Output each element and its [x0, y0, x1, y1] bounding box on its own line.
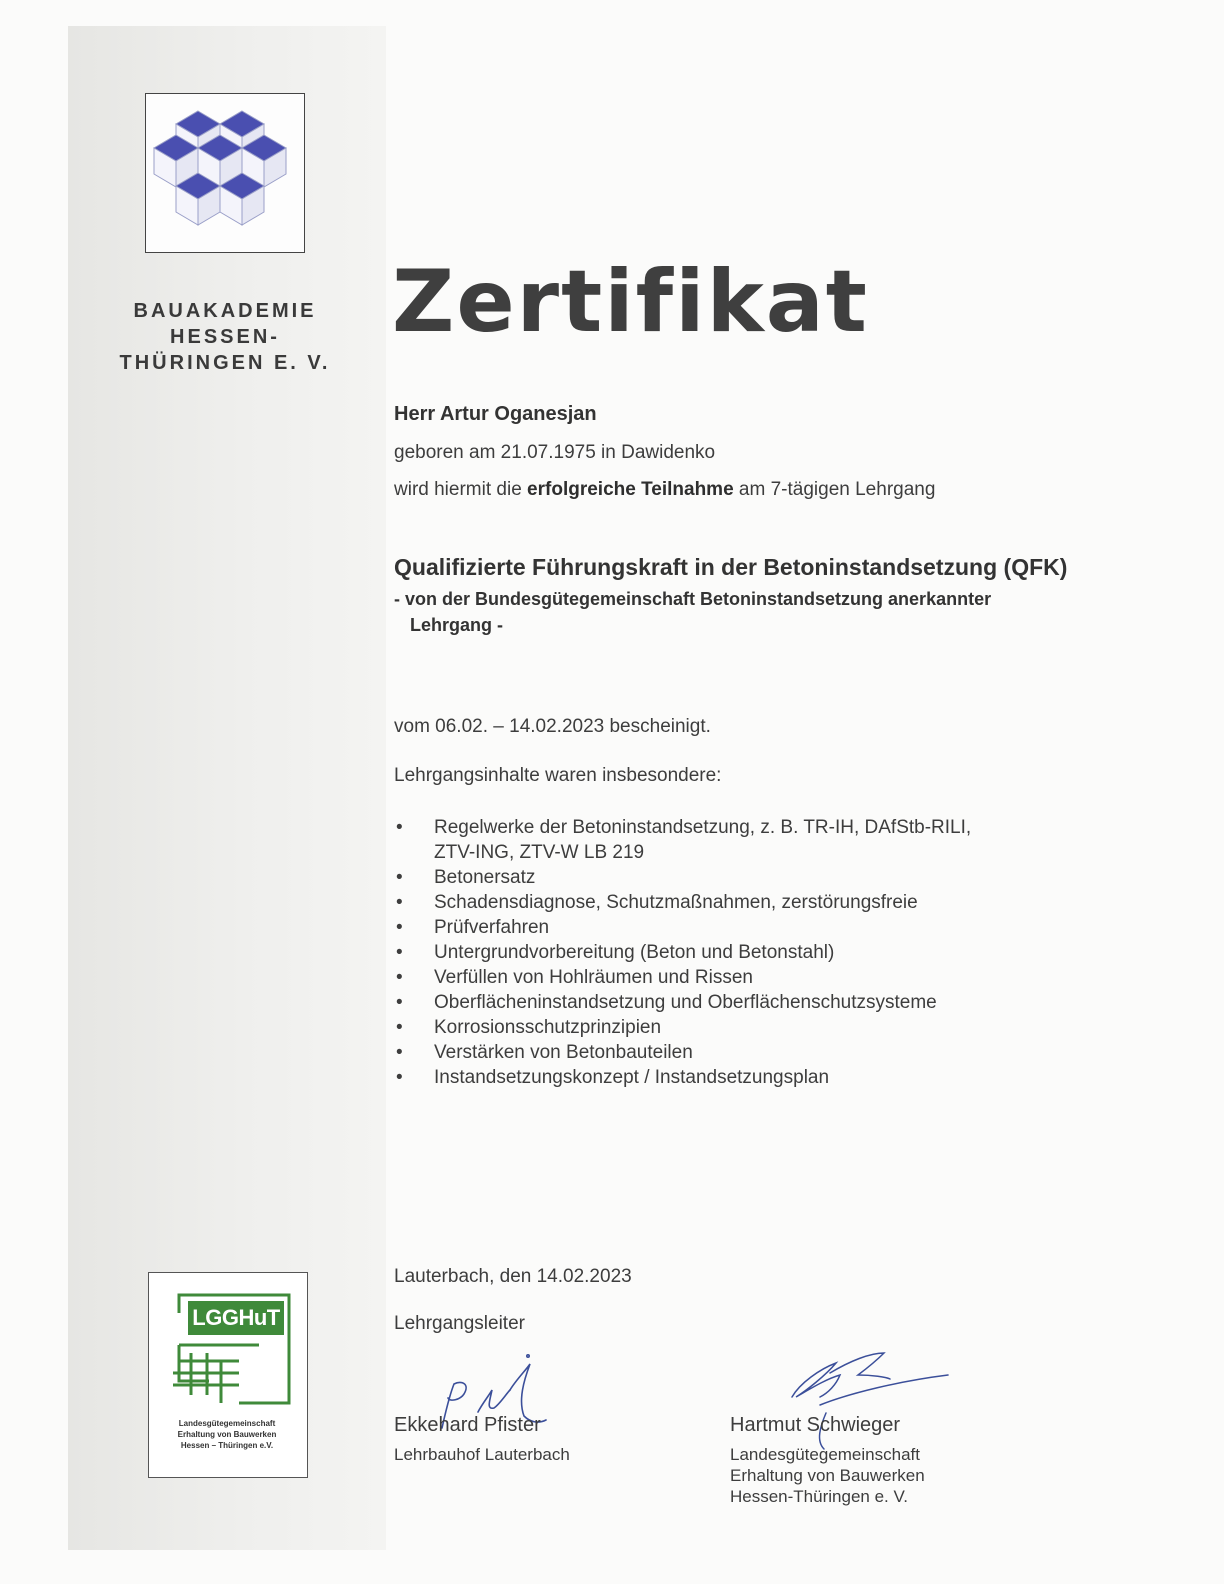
contents-heading: Lehrgangsinhalte waren insbesondere:	[394, 765, 722, 786]
lgghut-caption-2: Erhaltung von Bauwerken	[177, 1430, 277, 1439]
intro-bold: erfolgreiche Teilnahme	[527, 479, 734, 500]
signer-2-org-line-3: Hessen-Thüringen e. V.	[730, 1487, 908, 1506]
list-item: • Schadensdiagnose, Schutzmaßnahmen, zerstörungsfreie	[394, 890, 971, 915]
list-item: • Verfüllen von Hohlräumen und Rissen	[394, 965, 971, 990]
course-title: Qualifizierte Führungskraft in der Betoninstandsetzung (QFK)	[394, 554, 1068, 580]
recipient-name: Herr Artur Oganesjan	[394, 403, 597, 425]
signer-1-name: Ekkehard Pfister	[394, 1414, 541, 1436]
course-subtitle-line-2: Lehrgang -	[410, 615, 503, 635]
list-item: • Instandsetzungskonzept / Instandsetzungsplan	[394, 1065, 971, 1090]
course-subtitle	[394, 586, 1114, 638]
course-subtitle-line-1: - von der Bundesgütegemeinschaft Betoninstandsetzung anerkannter	[394, 589, 992, 609]
intro-prefix: wird hiermit die	[394, 479, 528, 500]
lgghut-caption	[150, 1418, 304, 1451]
list-item: • Untergrundvorbereitung (Beton und Betonstahl)	[394, 940, 971, 965]
cube-logo-icon	[146, 94, 304, 252]
course-dates: vom 06.02. – 14.02.2023 bescheinigt.	[394, 716, 711, 737]
list-item: • Betonersatz	[394, 865, 971, 890]
list-item: • Verstärken von Betonbauteilen	[394, 1040, 971, 1065]
lgghut-caption-3: Hessen – Thüringen e.V.	[180, 1441, 274, 1450]
signature-schwieger-icon	[780, 1345, 960, 1455]
course-leader-label: Lehrgangsleiter	[394, 1313, 525, 1334]
participation-statement	[394, 479, 935, 501]
list-item: ZTV-ING, ZTV-W LB 219	[434, 842, 645, 863]
signer-2-name: Hartmut Schwieger	[730, 1414, 901, 1436]
place-date: Lauterbach, den 14.02.2023	[394, 1266, 632, 1287]
academy-line-3: THÜRINGEN E. V.	[119, 352, 331, 374]
list-item: • Korrosionsschutzprinzipien	[394, 1015, 971, 1040]
bauakademie-logo	[145, 93, 305, 253]
intro-suffix: am 7-tägigen Lehrgang	[733, 479, 936, 500]
list-item: • Oberflächeninstandsetzung und Oberflächenschutzsysteme	[394, 990, 971, 1015]
lgghut-label: LGGHuT	[188, 1301, 284, 1335]
academy-line-1: BAUAKADEMIE	[133, 300, 317, 322]
topics-list	[394, 815, 971, 1090]
list-item: • Prüfverfahren	[394, 915, 971, 940]
signer-2-org-line-1: Landesgütegemeinschaft	[730, 1445, 920, 1464]
signer-2-org-line-2: Erhaltung von Bauwerken	[730, 1466, 925, 1485]
lgghut-caption-1: Landesgütegemeinschaft	[178, 1419, 276, 1428]
list-item: • Regelwerke der Betoninstandsetzung, z. B. TR-IH, DAfStb-RILI,	[394, 815, 971, 840]
certificate-title: Zertifikat	[392, 252, 869, 352]
recipient-birth: geboren am 21.07.1975 in Dawidenko	[394, 442, 716, 463]
signer-1-organization: Lehrbauhof Lauterbach	[394, 1445, 570, 1464]
academy-line-2: HESSEN-	[170, 326, 280, 348]
academy-name	[100, 298, 350, 376]
